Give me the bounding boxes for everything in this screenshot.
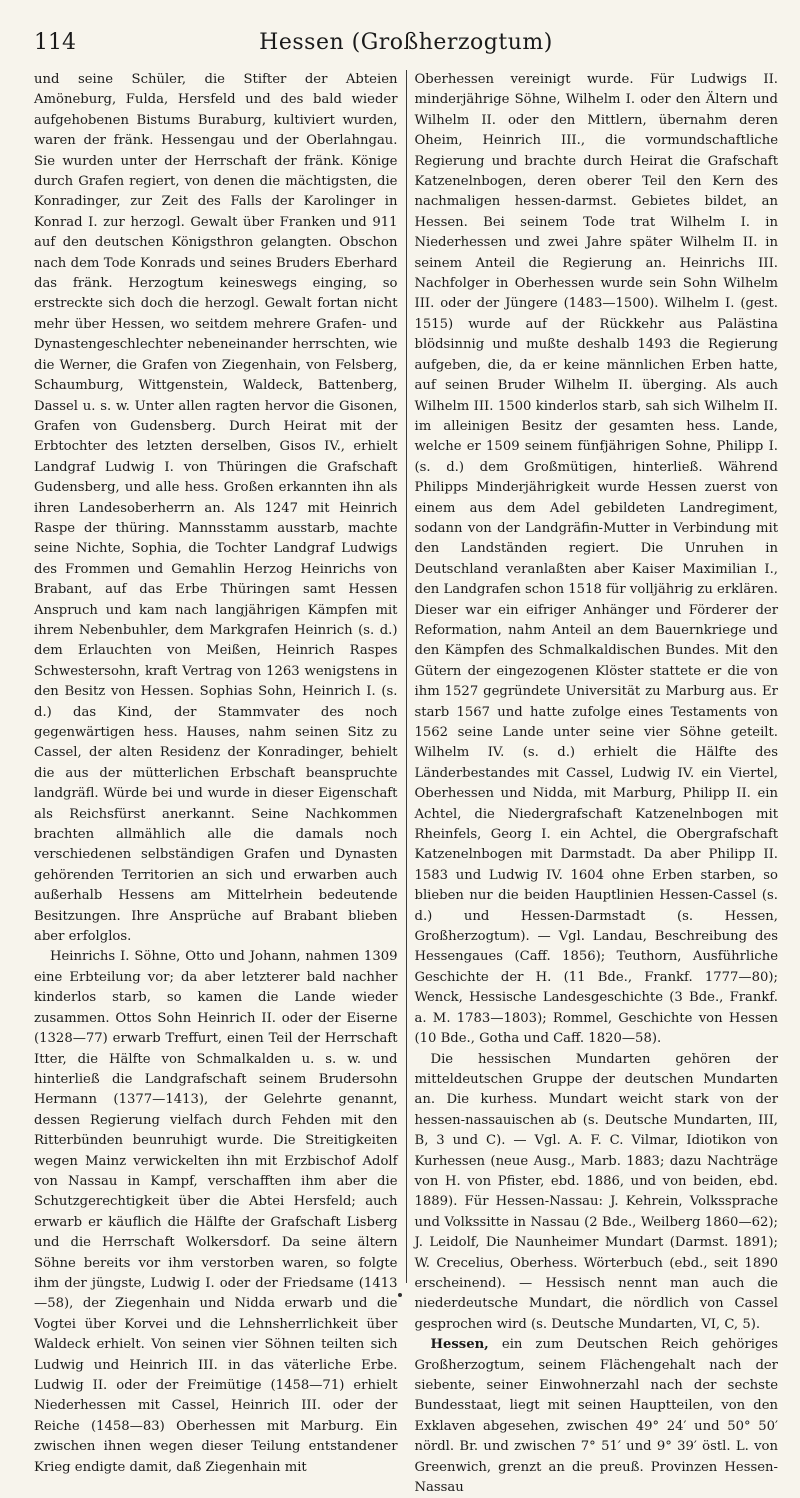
encyclopedia-entry xyxy=(415,1335,779,1498)
paragraph: Heinrichs I. Söhne, Otto und Johann, nahmen 1309 eine Erbteilung vor; da aber letzterer bald nachher kinderlos starb, so kamen die Lande wieder zusammen. Ottos Sohn Heinrich II. oder der Eiserne (1328—77) erwarb Treffurt, einen Teil der Herrschaft Itter, die Hälfte von Schmalkalden u. s. w. und hinterließ die Landgrafschaft seinem Brudersohn Hermann (1377—1413), der Gelehrte genannt, dessen Regierung vielfach durch Fehden mit den Ritterbünden beunruhigt wurde. Die Streitigkeiten wegen Mainz verwickelten ihn mit Erzbischof Adolf von Nassau in Kampf, verschafften ihm aber die Schutzgerechtigkeit über die Abtei Hersfeld; auch erwarb er käuflich die Hälfte der Grafschaft Lisberg und die Herrschaft Wolkersdorf. Da seine ältern Söhne bereits vor ihm verstorben waren, so folgte ihm der jüngste, Ludwig I. oder der Friedsame (1413—58), der Ziegenhain und Nidda erwarb und die Vogtei über Korvei und die Lehnsherrlichkeit über Waldeck erhielt. Von seinen vier Söhnen teilten sich Ludwig und Heinrich III. in das väterliche Erbe. Ludwig II. oder der Freimütige (1458—71) erhielt Niederhessen mit Cassel, Heinrich III. oder der Reiche (1458—83) Oberhessen mit Marburg. Ein zwischen ihnen wegen dieser Teilung entstandener Krieg endigte damit, daß Ziegenhain mit xyxy=(34,949,398,1475)
paragraph: Oberhessen vereinigt wurde. Für Ludwigs II. minderjährige Söhne, Wilhelm I. oder den Ältern und Wilhelm II. oder den Mittlern, übernahm deren Oheim, Heinrich III., die vormundschaftliche Regierung und brachte durch Heirat die Grafschaft Katzenelnbogen, deren oberer Teil den Kern des nachmaligen hessen-darmst. Gebietes bildet, an Hessen. Bei seinem Tode trat Wilhelm I. in Niederhessen und zwei Jahre später Wilhelm II. in seinem Anteil die Regierung an. Heinrichs III. Nachfolger in Oberhessen wurde sein Sohn Wilhelm III. oder der Jüngere (1483—1500). Wilhelm I. (gest. 1515) wurde auf der Rückkehr aus Palästina blödsinnig und mußte deshalb 1493 die Regierung aufgeben, die, da er keine männlichen Erben hatte, auf seinen Bruder Wilhelm II. überging. Als auch Wilhelm III. 1500 kinderlos starb, sah sich Wilhelm II. im alleinigen Besitz der gesamten hess. Lande, welche er 1509 seinem fünfjährigen Sohne, Philipp I. (s. d.) dem Großmütigen, hinterließ. Während Philipps Minderjährigkeit wurde Hessen zuerst von einem aus dem Adel gebildeten Landregiment, sodann von der Landgräfin-Mutter in Verbindung mit den Landständen regiert. Die Unruhen in Deutschland veranlaßten aber Kaiser Maximilian I., den Landgrafen schon 1518 für volljährig zu erklären. Dieser war ein eifriger Anhänger und Förderer der Reformation, nahm Anteil an dem Bauernkriege und den Kämpfen des Schmalkaldischen Bundes. Mit den Gütern der eingezogenen Klöster stattete er die von ihm 1527 gegründete Universität zu Marburg aus. Er starb 1567 und hatte zufolge eines Testaments von 1562 seine Lande unter seine vier Söhne geteilt. Wilhelm IV. (s. d.) erhielt die Hälfte des Länderbestandes mit Cassel, Ludwig IV. ein Viertel, Oberhessen und Nidda, mit Marburg, Philipp II. ein Achtel, die Niedergrafschaft Katzenelnbogen mit Rheinfels, Georg I. ein Achtel, die Obergrafschaft Katzenelnbogen mit Darmstadt. Da aber Philipp II. 1583 und Ludwig IV. 1604 ohne Erben starben, so blieben nur die beiden Hauptlinien Hessen-Cassel (s. d.) und Hessen-Darmstadt (s. Hessen, Großherzogtum). — Vgl. Landau, Beschreibung des Hessengaues (Caff. 1856); Teuthorn, Ausführliche Geschichte der H. (11 Bde., Frankf. 1777—80); Wenck, Hessische Landesgeschichte (3 Bde., Frankf. a. M. 1783—1803); Rommel, Geschichte von Hessen (10 Bde., Gotha und Caff. 1820—58). xyxy=(414,72,778,1047)
paragraph: und seine Schüler, die Stifter der Abteien Amöneburg, Fulda, Hersfeld und des bald wieder aufgehobenen Bistums Buraburg, kultiviert wurden, waren der fränk. Hessengau und der Oberlahngau. Sie wurden unter der Herrschaft der fränk. Könige durch Grafen regiert, von denen die mächtigsten, die Konradinger, zur Zeit des Falls der Karolinger in Konrad I. zur herzogl. Gewalt über Franken und 911 auf den deutschen Königsthron gelangten. Obschon nach dem Tode Konrads und seines Bruders Eberhard das fränk. Herzogtum keineswegs einging, so erstreckte sich doch die herzogl. Gewalt fortan nicht mehr über Hessen, wo seitdem mehrere Grafen- und Dynastengeschlechter nebeneinander herrschten, wie die Werner, die Grafen von Ziegenhain, von Felsberg, Schaumburg, Wittgenstein, Waldeck, Battenberg, Dassel u. s. w. Unter allen ragten hervor die Gisonen, Grafen von Gudensberg. Durch Heirat mit der Erbtochter des letzten derselben, Gisos IV., erhielt Landgraf Ludwig I. von Thüringen die Grafschaft Gudensberg, und alle hess. Großen erkannten ihn als ihren Landesoberherrn an. Als 1247 mit Heinrich Raspe der thüring. Mannsstamm ausstarb, machte seine Nichte, Sophia, die Tochter Landgraf Ludwigs des Frommen und Gemahlin Herzog Heinrichs von Brabant, auf das Erbe Thüringen samt Hessen Anspruch und kam nach langjährigen Kämpfen mit ihrem Nebenbuhler, dem Markgrafen Heinrich (s. d.) dem Erlauchten von Meißen, Heinrich Raspes Schwestersohn, kraft Vertrag von 1263 wenigstens in den Besitz von Hessen. Sophias Sohn, Heinrich I. (s. d.) das Kind, der Stammvater des noch gegenwärtigen hess. Hauses, nahm seinen Sitz zu Cassel, der alten Residenz der Konradinger, behielt die aus der mütterlichen Erbschaft beanspruchte landgräfl. Würde bei und wurde in dieser Eigenschaft als Reichsfürst anerkannt. Seine Nachkommen brachten allmählich alle die damals noch verschiedenen selbständigen Grafen und Dynasten gehörenden Territorien an sich und erwarben auch außerhalb Hessens am Mittelrhein bedeutende Besitzungen. Ihre Ansprüche auf Brabant blieben aber erfolglos. xyxy=(34,72,398,945)
right-column xyxy=(406,70,787,1496)
page-header xyxy=(26,0,786,62)
entry-body: ein zum Deutschen Reich gehöriges Großherzogtum, seinem Flächengehalt nach der siebente, seiner Einwohnerzahl nach der sechste Bundesstaat, liegt mit seinen Hauptteilen, von den Exklaven abgesehen, zwischen 49° 24′ und 50° 50′ nördl. Br. und zwischen 7° 51′ und 9° 39′ östl. L. von Greenwich, grenzt an die preuß. Provinzen Hessen-Nassau xyxy=(414,1337,778,1496)
paragraph: Die hessischen Mundarten gehören der mitteldeutschen Gruppe der deutschen Mundarten an. Die kurhess. Mundart weicht stark von der hessen-nassauischen ab (s. Deutsche Mundarten, III, B, 3 und C). — Vgl. A. F. C. Vilmar, Idiotikon von Kurhessen (neue Ausg., Marb. 1883; dazu Nachträge von H. von Pfister, ebd. 1886, und von beiden, ebd. 1889). Für Hessen-Nassau: J. Kehrein, Volkssprache und Volkssitte in Nassau (2 Bde., Weilberg 1860—62); J. Leidolf, Die Naunheimer Mundart (Darmst. 1891); W. Crecelius, Oberhess. Wörterbuch (ebd., seit 1890 erscheinend). — Hessisch nennt man auch die niederdeutsche Mundart, die nördlich von Cassel gesprochen wird (s. Deutsche Mundarten, VI, C, 5). xyxy=(414,1051,778,1332)
entry-headword: Hessen, xyxy=(430,1337,489,1353)
footer-mark xyxy=(398,1293,402,1297)
page-number: 114 xyxy=(34,30,76,55)
left-column xyxy=(26,70,406,1475)
running-title: Hessen (Großherzogtum) xyxy=(259,30,553,55)
text-columns xyxy=(26,70,786,1496)
